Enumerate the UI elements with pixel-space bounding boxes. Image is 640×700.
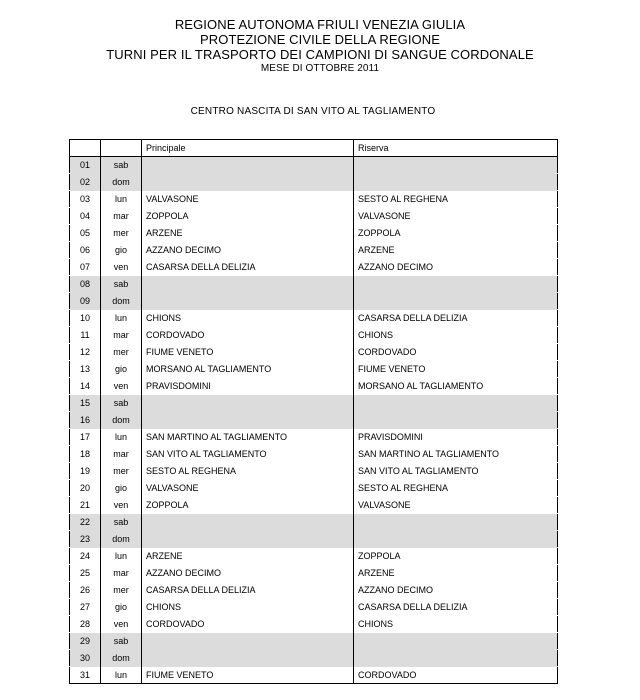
principale-cell — [142, 412, 354, 429]
table-body — [70, 157, 558, 684]
riserva-cell — [354, 293, 558, 310]
table-row — [70, 242, 558, 259]
day-cell: 25 — [70, 565, 101, 582]
weekday-cell: mar — [101, 208, 142, 225]
day-cell: 19 — [70, 463, 101, 480]
weekday-cell: sab — [101, 633, 142, 650]
day-cell: 11 — [70, 327, 101, 344]
riserva-cell — [354, 395, 558, 412]
riserva-cell — [354, 157, 558, 174]
day-cell: 15 — [70, 395, 101, 412]
principale-cell: SAN VITO AL TAGLIAMENTO — [142, 446, 354, 463]
day-cell: 04 — [70, 208, 101, 225]
day-cell: 26 — [70, 582, 101, 599]
riserva-cell: SESTO AL REGHENA — [358, 483, 449, 493]
riserva-cell: ZOPPOLA — [358, 551, 401, 561]
day-cell: 16 — [70, 412, 101, 429]
day-cell: 21 — [70, 497, 101, 514]
table-row — [70, 310, 558, 327]
principale-cell: CORDOVADO — [142, 327, 354, 344]
weekday-cell: dom — [101, 174, 142, 191]
riserva-cell: AZZANO DECIMO — [358, 585, 434, 595]
principale-cell — [142, 293, 354, 310]
day-cell: 18 — [70, 446, 101, 463]
header-title: TURNI PER IL TRASPORTO DEI CAMPIONI DI SANGUE CORDONALE — [106, 47, 534, 62]
birth-center-title: CENTRO NASCITA DI SAN VITO AL TAGLIAMENTO — [190, 106, 436, 117]
weekday-cell: dom — [101, 412, 142, 429]
day-cell: 17 — [70, 429, 101, 446]
weekday-cell: ven — [101, 378, 142, 395]
table-row — [70, 327, 558, 344]
table-row — [70, 548, 558, 565]
riserva-cell — [354, 531, 558, 548]
table-row — [70, 599, 558, 616]
table-row — [70, 157, 558, 174]
riserva-cell — [354, 412, 558, 429]
weekday-cell: mer — [101, 225, 142, 242]
table-row — [70, 565, 558, 582]
day-cell: 01 — [70, 157, 101, 174]
table-row — [70, 582, 558, 599]
header-region: REGIONE AUTONOMA FRIULI VENEZIA GIULIA — [174, 17, 466, 32]
riserva-cell: CASARSA DELLA DELIZIA — [358, 602, 468, 612]
table-row — [70, 650, 558, 667]
principale-cell: CHIONS — [142, 310, 354, 327]
day-cell: 10 — [70, 310, 101, 327]
principale-cell: AZZANO DECIMO — [142, 565, 354, 582]
principale-cell: MORSANO AL TAGLIAMENTO — [142, 361, 354, 378]
header-month: MESE DI OTTOBRE 2011 — [260, 63, 380, 74]
weekday-cell: sab — [101, 395, 142, 412]
table-row — [70, 514, 558, 531]
weekday-cell: ven — [101, 497, 142, 514]
principale-cell: ARZENE — [142, 548, 354, 565]
principale-cell: CORDOVADO — [142, 616, 354, 633]
day-cell: 07 — [70, 259, 101, 276]
day-cell: 03 — [70, 191, 101, 208]
riserva-cell: MORSANO AL TAGLIAMENTO — [358, 381, 484, 391]
riserva-cell: ZOPPOLA — [358, 228, 401, 238]
principale-cell: PRAVISDOMINI — [142, 378, 354, 395]
principale-cell: ZOPPOLA — [142, 497, 354, 514]
principale-cell — [142, 633, 354, 650]
day-cell: 05 — [70, 225, 101, 242]
column-header-principale: Principale — [142, 140, 354, 157]
weekday-cell: lun — [101, 429, 142, 446]
day-cell: 23 — [70, 531, 101, 548]
principale-cell: VALVASONE — [142, 480, 354, 497]
day-cell: 09 — [70, 293, 101, 310]
weekday-cell: mar — [101, 327, 142, 344]
riserva-cell: CORDOVADO — [358, 347, 417, 357]
weekday-cell: sab — [101, 276, 142, 293]
principale-cell: CHIONS — [142, 599, 354, 616]
shift-table — [69, 139, 558, 684]
riserva-cell: VALVASONE — [358, 211, 411, 221]
day-cell: 08 — [70, 276, 101, 293]
principale-cell: SESTO AL REGHENA — [142, 463, 354, 480]
weekday-cell: sab — [101, 514, 142, 531]
principale-cell — [142, 514, 354, 531]
day-cell: 29 — [70, 633, 101, 650]
weekday-cell: dom — [101, 650, 142, 667]
riserva-cell — [354, 514, 558, 531]
table-row — [70, 276, 558, 293]
riserva-cell: AZZANO DECIMO — [358, 262, 434, 272]
weekday-cell: gio — [101, 480, 142, 497]
column-header-day — [70, 140, 101, 157]
riserva-cell — [354, 174, 558, 191]
riserva-cell: SAN VITO AL TAGLIAMENTO — [358, 466, 479, 476]
table-row — [70, 412, 558, 429]
header-department: PROTEZIONE CIVILE DELLA REGIONE — [199, 32, 441, 47]
principale-cell: CASARSA DELLA DELIZIA — [142, 582, 354, 599]
riserva-cell: CORDOVADO — [358, 670, 417, 680]
weekday-cell: gio — [101, 361, 142, 378]
riserva-cell — [354, 633, 558, 650]
riserva-cell: PRAVISDOMINI — [358, 432, 423, 442]
riserva-cell: VALVASONE — [358, 500, 411, 510]
riserva-cell — [354, 276, 558, 293]
table-row — [70, 395, 558, 412]
column-header-weekday — [101, 140, 142, 157]
weekday-cell: mar — [101, 565, 142, 582]
table-row — [70, 259, 558, 276]
table-row — [70, 497, 558, 514]
principale-cell — [142, 650, 354, 667]
weekday-cell: gio — [101, 242, 142, 259]
principale-cell: AZZANO DECIMO — [142, 242, 354, 259]
table-row — [70, 446, 558, 463]
principale-cell — [142, 174, 354, 191]
riserva-cell: SESTO AL REGHENA — [358, 194, 449, 204]
table-row — [70, 616, 558, 633]
riserva-cell: SAN MARTINO AL TAGLIAMENTO — [358, 449, 500, 459]
day-cell: 12 — [70, 344, 101, 361]
principale-cell: ARZENE — [142, 225, 354, 242]
weekday-cell: dom — [101, 293, 142, 310]
table-row — [70, 293, 558, 310]
table-row — [70, 344, 558, 361]
day-cell: 02 — [70, 174, 101, 191]
principale-cell: SAN MARTINO AL TAGLIAMENTO — [142, 429, 354, 446]
table-row — [70, 633, 558, 650]
table-row — [70, 378, 558, 395]
weekday-cell: lun — [101, 667, 142, 684]
day-cell: 24 — [70, 548, 101, 565]
day-cell: 22 — [70, 514, 101, 531]
principale-cell — [142, 157, 354, 174]
weekday-cell: dom — [101, 531, 142, 548]
table-row — [70, 208, 558, 225]
principale-cell: FIUME VENETO — [142, 344, 354, 361]
table-row — [70, 667, 558, 684]
riserva-cell: CHIONS — [358, 330, 394, 340]
riserva-cell: CHIONS — [358, 619, 394, 629]
table-row — [70, 429, 558, 446]
weekday-cell: ven — [101, 259, 142, 276]
weekday-cell: lun — [101, 310, 142, 327]
principale-cell: ZOPPOLA — [142, 208, 354, 225]
riserva-cell — [354, 650, 558, 667]
weekday-cell: sab — [101, 157, 142, 174]
weekday-cell: mer — [101, 344, 142, 361]
weekday-cell: gio — [101, 599, 142, 616]
day-cell: 13 — [70, 361, 101, 378]
table-row — [70, 531, 558, 548]
day-cell: 06 — [70, 242, 101, 259]
weekday-cell: mer — [101, 582, 142, 599]
riserva-cell: ARZENE — [358, 245, 395, 255]
day-cell: 14 — [70, 378, 101, 395]
principale-cell: FIUME VENETO — [142, 667, 354, 684]
column-header-riserva: Riserva — [354, 140, 558, 157]
riserva-cell: CASARSA DELLA DELIZIA — [358, 313, 468, 323]
principale-cell: CASARSA DELLA DELIZIA — [142, 259, 354, 276]
day-cell: 30 — [70, 650, 101, 667]
day-cell: 28 — [70, 616, 101, 633]
weekday-cell: mer — [101, 463, 142, 480]
table-row — [70, 225, 558, 242]
table-row — [70, 174, 558, 191]
weekday-cell: ven — [101, 616, 142, 633]
principale-cell — [142, 395, 354, 412]
riserva-cell: FIUME VENETO — [358, 364, 426, 374]
riserva-cell: ARZENE — [358, 568, 395, 578]
weekday-cell: mar — [101, 446, 142, 463]
day-cell: 31 — [70, 667, 101, 684]
principale-cell: VALVASONE — [142, 191, 354, 208]
weekday-cell: lun — [101, 191, 142, 208]
weekday-cell: lun — [101, 548, 142, 565]
day-cell: 27 — [70, 599, 101, 616]
table-row — [70, 463, 558, 480]
table-header-row — [70, 140, 558, 157]
day-cell: 20 — [70, 480, 101, 497]
principale-cell — [142, 276, 354, 293]
table-row — [70, 361, 558, 378]
table-row — [70, 480, 558, 497]
principale-cell — [142, 531, 354, 548]
document-header — [0, 17, 640, 75]
table-row — [70, 191, 558, 208]
